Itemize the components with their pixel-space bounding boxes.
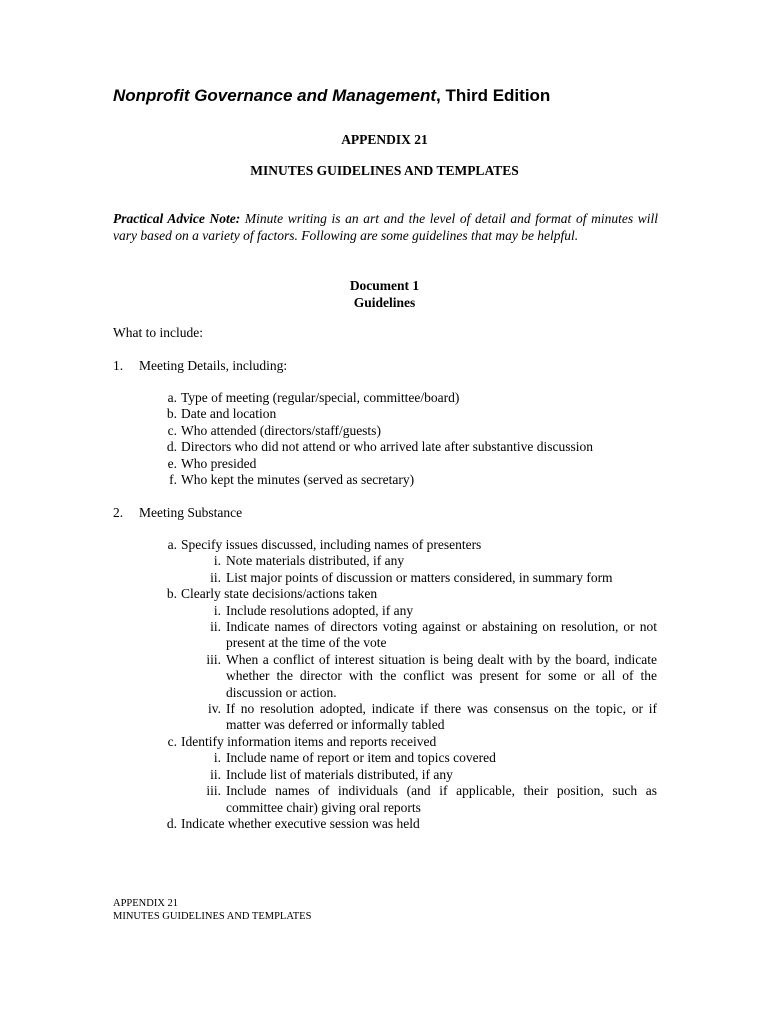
page-footer xyxy=(113,898,311,923)
sub-list-marker: iv. xyxy=(208,701,221,717)
section-number: 2. xyxy=(113,505,124,520)
sub-list-item xyxy=(181,652,657,701)
list-marker: b. xyxy=(166,406,177,422)
sub-list-item xyxy=(181,619,657,652)
list-marker: b. xyxy=(166,586,177,602)
sub-list-marker: i. xyxy=(213,602,221,618)
list-item-text: Indicate whether executive session was held xyxy=(181,815,420,831)
document-heading xyxy=(113,278,656,311)
sub-list-item-text: If no resolution adopted, indicate if there was consensus on the topic, or if matter was deferred or informally tabled xyxy=(226,701,657,733)
list-marker: c. xyxy=(167,422,177,438)
list-marker: c. xyxy=(167,733,177,749)
list-item-text: Who attended (directors/staff/guests) xyxy=(181,422,381,438)
list-item-text: Directors who did not attend or who arrived late after substantive discussion xyxy=(181,439,594,455)
list-item xyxy=(166,406,661,422)
sub-list xyxy=(181,603,657,734)
section-number: 1. xyxy=(113,358,124,373)
note-text: Minute writing is an art and the level of detail and format of minutes will vary based on a variety of factors. Following are some guidelines that may be helpful. xyxy=(113,211,658,243)
footer-line-2: MINUTES GUIDELINES AND TEMPLATES xyxy=(113,910,312,922)
book-title-edition: , Third Edition xyxy=(436,86,551,105)
sub-list-item-text: Include list of materials distributed, if any xyxy=(226,766,453,782)
sub-list-item-text: List major points of discussion or matters considered, in summary form xyxy=(226,569,613,585)
list-marker: f. xyxy=(169,472,177,488)
list-item xyxy=(166,439,661,455)
section-1-list xyxy=(166,390,661,488)
section-title: Meeting Substance xyxy=(139,505,243,520)
sub-list xyxy=(181,750,657,816)
sub-list-marker: ii. xyxy=(210,569,221,585)
sub-list-marker: ii. xyxy=(210,619,221,635)
list-item-text: Identify information items and reports received xyxy=(181,733,437,749)
sub-list-marker: iii. xyxy=(206,651,221,667)
appendix-subtitle: MINUTES GUIDELINES AND TEMPLATES xyxy=(250,163,519,178)
document-number: Document 1 xyxy=(349,278,420,293)
sub-list-marker: i. xyxy=(213,750,221,766)
section-heading xyxy=(113,505,242,522)
appendix-heading: APPENDIX 21 xyxy=(341,132,428,147)
sub-list-item-text: Indicate names of directors voting against or abstaining on resolution, or not present at the time of the vote xyxy=(226,619,657,651)
list-item-text: Type of meeting (regular/special, committee/board) xyxy=(181,390,460,405)
list-item-text: Who kept the minutes (served as secretary) xyxy=(181,472,415,488)
list-item xyxy=(167,422,661,439)
sub-list-item xyxy=(181,767,657,783)
list-marker: d. xyxy=(166,815,177,831)
section-2-list xyxy=(166,537,657,832)
list-item xyxy=(166,586,657,734)
list-marker: e. xyxy=(167,455,177,471)
list-item-text: Clearly state decisions/actions taken xyxy=(181,586,378,602)
book-title xyxy=(113,86,550,106)
list-item-text: Specify issues discussed, including names of presenters xyxy=(181,537,482,552)
sub-list-item-text: Include name of report or item and topics covered xyxy=(226,750,496,766)
sub-list-item-text: When a conflict of interest situation is being dealt with by the board, indicate whether the director with the conflict was present for some or all of the discussion or action. xyxy=(226,651,657,700)
sub-list-item xyxy=(181,750,657,766)
list-item-text: Date and location xyxy=(181,406,277,422)
list-marker: a. xyxy=(167,537,177,552)
section-title: Meeting Details, including: xyxy=(139,358,288,373)
list-item xyxy=(167,733,657,816)
sub-list-item-text: Note materials distributed, if any xyxy=(226,553,405,569)
book-title-italic: Nonprofit Governance and Management xyxy=(113,86,437,105)
section-heading xyxy=(113,358,287,375)
sub-list-marker: i. xyxy=(213,553,221,569)
sub-list-item-text: Include names of individuals (and if applicable, their position, such as committee chair) giving oral reports xyxy=(226,783,657,815)
list-item xyxy=(169,472,661,488)
sub-list-marker: ii. xyxy=(210,766,221,782)
list-marker: a. xyxy=(167,390,177,405)
list-item xyxy=(166,815,657,832)
sub-list xyxy=(181,553,657,586)
practical-advice-note xyxy=(113,211,658,244)
sub-list-marker: iii. xyxy=(206,783,221,799)
list-item xyxy=(167,390,661,406)
sub-list-item-text: Include resolutions adopted, if any xyxy=(226,602,414,618)
note-label: Practical Advice Note: xyxy=(113,211,241,226)
list-item-text: Who presided xyxy=(181,455,257,471)
sub-list-item xyxy=(181,603,657,619)
sub-list-item xyxy=(181,701,657,734)
list-marker: d. xyxy=(166,439,177,455)
sub-list-item xyxy=(181,570,657,586)
sub-list-item xyxy=(181,783,657,816)
document-title: Guidelines xyxy=(353,294,416,310)
footer-line-1: APPENDIX 21 xyxy=(113,898,179,909)
list-item xyxy=(167,537,657,586)
intro-text: What to include: xyxy=(113,325,203,340)
sub-list-item xyxy=(181,553,657,569)
list-item xyxy=(167,455,661,472)
